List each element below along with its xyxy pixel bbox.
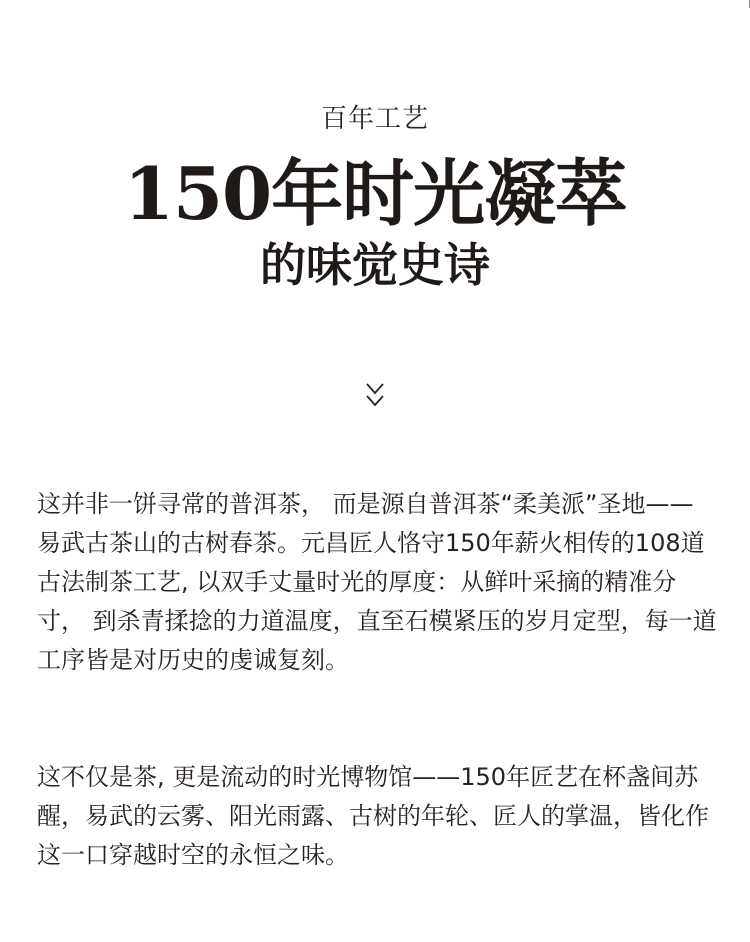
hero-subtitle: 的味觉史诗 bbox=[260, 238, 490, 292]
section-kicker: 百年工艺 bbox=[320, 104, 429, 134]
body-paragraph-museum: 这不仅是茶, 更是流动的时光博物馆——150年匠艺在杯盏间苏醒，易武的云雾、阳光雨露、古树的年轮、匠人的掌温，皆化作这一口穿越时空的永恒之味。 bbox=[37, 763, 709, 869]
double-chevron-down-icon bbox=[364, 381, 386, 411]
hero-title: 150年时光凝萃 bbox=[123, 151, 627, 236]
body-paragraph-origin: 这并非一饼寻常的普洱茶， 而是源自普洱茶“柔美派”圣地——易武古茶山的古树春茶。元昌匠人恪守150年薪火相传的108道古法制茶工艺, 以双手丈量时光的厚度：从鲜叶采摘的精准分寸， 到杀青揉捻的力道温度，直至石模紧压的岁月定型，每一道工序皆是对历史的虔诚复刻。 bbox=[37, 490, 717, 674]
